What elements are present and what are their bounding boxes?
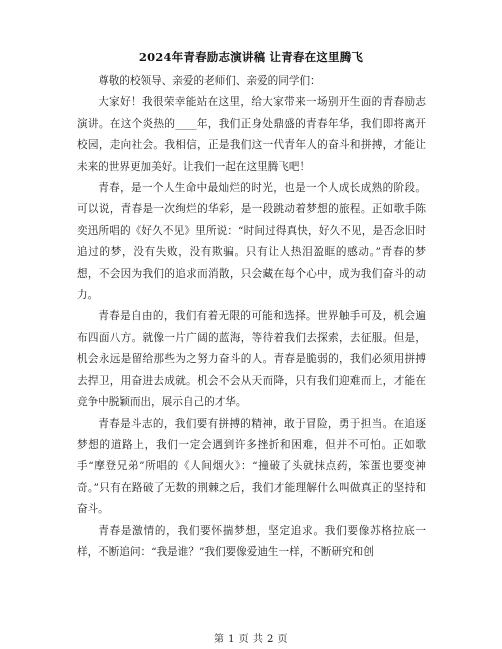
document-title: 2024年青春励志演讲稿 让青春在这里腾飞 <box>138 50 364 64</box>
page-footer: 第 1 页 共 2 页 <box>213 634 289 645</box>
salutation: 尊敬的校领导、亲爱的老师们、亲爱的同学们： <box>98 75 321 87</box>
paragraph-2: 青春，是一个人生命中最灿烂的时光，也是一个人成长成熟的阶段。可以说，青春是一次绚烂的华彩，是一段跳动着梦想的旅程。正如歌手陈奕迅所唱的《好久不见》里所说：“时间过得真快，好久不见，是否念旧时追过的梦，没有失败，没有欺骗。只有让人热泪盈眶的感动。”青春的梦想，不会因为我们的追求而消散，只会藏在每个心中，成为我们奋斗的动力。 <box>77 182 426 302</box>
document-body <box>77 71 426 563</box>
paragraph-3: 青春是自由的，我们有着无限的可能和选择。世界触手可及，机会遍布四面八方。就像一片广阔的蓝海，等待着我们去探索，去征服。但是，机会永远是留给那些为之努力奋斗的人。青春是脆弱的，我们必须用拼搏去捍卫，用奋进去成就。机会不会从天而降，只有我们迎难而上，才能在竞争中脱颖而出，展示自己的才华。 <box>77 310 426 409</box>
paragraph-1: 大家好！我很荣幸能站在这里，给大家带来一场别开生面的青春励志演讲。在这个炎热的____年，我们正身处鼎盛的青春年华，我们即将离开校园，走向社会。我相信，正是我们这一代青年人的奋斗和拼搏，才能让未来的世界更加美好。让我们一起在这里腾飞吧！ <box>77 96 426 173</box>
paragraph-5: 青春是激情的，我们要怀揣梦想，坚定追求。我们要像苏格拉底一样，不断追问：“我是谁？”我们要像爱迪生一样，不断研究和创 <box>77 524 426 558</box>
paragraph-4: 青春是斗志的，我们要有拼搏的精神，敢于冒险，勇于担当。在追逐梦想的道路上，我们一定会遇到许多挫折和困难，但并不可怕。正如歌手“摩登兄弟”所唱的《人间烟火》：“撞破了头就抹点药，笨蛋也要变神奇。”只有在路破了无数的荆棘之后，我们才能理解什么叫做真正的坚持和奋斗。 <box>77 417 426 516</box>
